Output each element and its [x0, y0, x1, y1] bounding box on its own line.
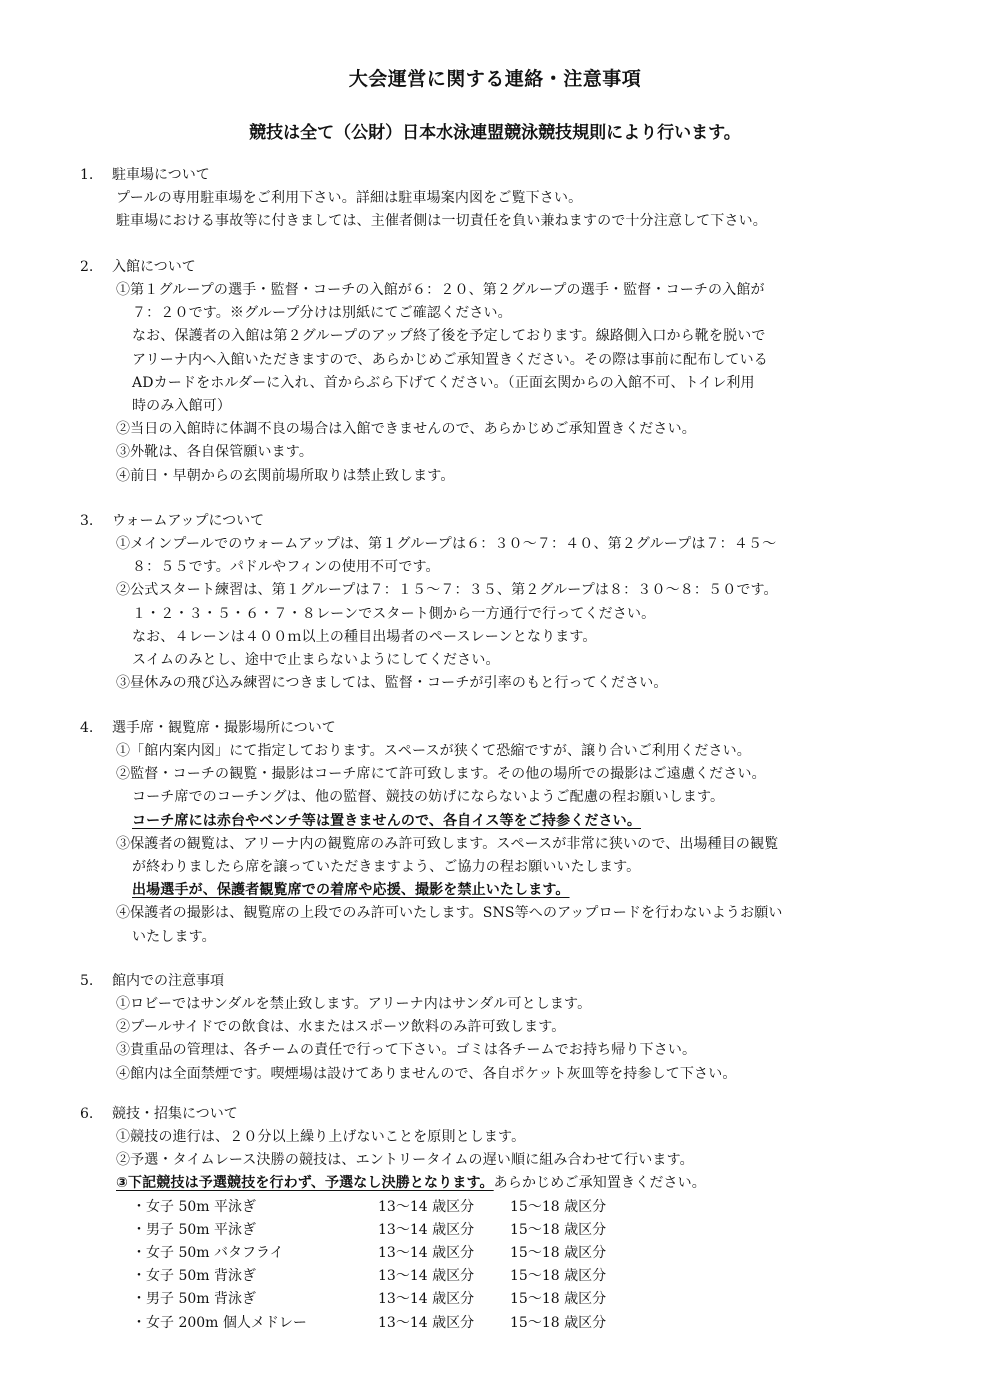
section-heading	[80, 256, 930, 279]
section-heading	[80, 970, 930, 993]
event-division: 13～14 歳区分	[378, 1268, 475, 1285]
section-heading	[80, 164, 930, 187]
section-line: ②監督・コーチの観覧・撮影はコーチ席にて許可致します。その他の場所での撮影はご遠慮ください。	[116, 766, 766, 783]
event-name: ・女子 50m 背泳ぎ	[132, 1268, 256, 1285]
section-line: ④保護者の撮影は、観覧席の上段でのみ許可いたします。SNS等へのアップロードを行わないようお願い	[116, 905, 783, 922]
note-text: あらかじめご承知置きください。	[493, 1175, 706, 1192]
event-division: 13～14 歳区分	[378, 1221, 475, 1238]
event-division: 15～18 歳区分	[510, 1268, 607, 1285]
section-line: アリーナ内へ入館いただきますので、あらかじめご承知置きください。その際は事前に配布している	[132, 351, 768, 368]
emphasis-text: 出場選手が、保護者観覧席での着席や応援、撮影を禁止いたします。	[132, 882, 570, 899]
page-subtitle: 競技は全て（公財）日本水泳連盟競泳競技規則により行います。	[249, 123, 741, 143]
section-number: 3.	[80, 513, 94, 529]
section-line: ①「館内案内図」にて指定しております。スペースが狭くて恐縮ですが、譲り合いご利用ください。	[116, 743, 751, 759]
event-division: 13～14 歳区分	[378, 1291, 475, 1308]
section-line: ②プールサイドでの飲食は、水またはスポーツ飲料のみ許可致します。	[116, 1019, 566, 1036]
section-line: ④館内は全面禁煙です。喫煙場は設けてありませんので、各自ポケット灰皿等を持参して下さい。	[116, 1065, 737, 1082]
section-line: ８：５５です。パドルやフィンの使用不可です。	[132, 559, 440, 576]
section-line: ７：２０です。※グループ分けは別紙にてご確認ください。	[132, 305, 512, 322]
event-name: ・女子 50m バタフライ	[132, 1244, 284, 1261]
section-seating	[80, 717, 930, 949]
section-line: ③昼休みの飛び込み練習につきましては、監督・コーチが引率のもと行ってください。	[116, 675, 668, 692]
section-line: なお、４レーンは４００ｍ以上の種目出場者のペースレーンとなります。	[132, 628, 597, 645]
event-division: 15～18 歳区分	[510, 1221, 607, 1238]
section-line: コーチ席でのコーチングは、他の監督、競技の妨げにならないようご配慮の程お願いします。	[132, 789, 725, 806]
section-line	[80, 810, 930, 833]
section-line: ①ロビーではサンダルを禁止致します。アリーナ内はサンダル可とします。	[116, 996, 592, 1012]
event-division: 15～18 歳区分	[510, 1244, 607, 1261]
section-line: ③保護者の観覧は、アリーナ内の観覧席のみ許可致します。スペースが非常に狭いので、出場種目の観覧	[116, 835, 779, 852]
event-division: 13～14 歳区分	[378, 1244, 475, 1261]
section-title: 選手席・観覧席・撮影場所について	[112, 720, 336, 736]
section-line: ②当日の入館時に体調不良の場合は入館できませんので、あらかじめご承知置きください。	[116, 421, 696, 438]
section-competition	[80, 1103, 930, 1335]
section-heading	[80, 510, 930, 533]
section-line: ADカードをホルダーに入れ、首からぶら下げてください。（正面玄関からの入館不可、トイレ利用	[132, 374, 755, 391]
section-entry	[80, 256, 930, 488]
event-row	[80, 1242, 930, 1265]
event-name: ・男子 50m 平泳ぎ	[132, 1221, 256, 1238]
section-number: 4.	[80, 720, 94, 736]
section-line: ①メインプールでのウォームアップは、第１グループは６：３０～７：４０、第２グループは７：４５～	[116, 536, 777, 552]
section-number: 2.	[80, 259, 94, 275]
event-name: ・女子 200m 個人メドレー	[132, 1314, 307, 1331]
section-line: ③外靴は、各自保管願います。	[116, 444, 313, 461]
section-line: ①競技の進行は、２０分以上繰り上げないことを原則とします。	[116, 1129, 526, 1145]
event-division: 15～18 歳区分	[510, 1198, 607, 1215]
event-division: 15～18 歳区分	[510, 1314, 607, 1331]
emphasis-text: コーチ席には赤台やベンチ等は置きませんので、各自イス等をご持参ください。	[132, 812, 641, 829]
section-line: 時のみ入館可）	[132, 397, 232, 414]
section-title: 館内での注意事項	[112, 973, 224, 989]
section-number: 5.	[80, 973, 94, 989]
event-name: ・女子 50m 平泳ぎ	[132, 1198, 256, 1215]
section-line: ①第１グループの選手・監督・コーチの入館が６：２０、第２グループの選手・監督・コーチの入館が	[116, 282, 765, 298]
page-title: 大会運営に関する連絡・注意事項	[348, 68, 642, 90]
section-line: ②公式スタート練習は、第１グループは７：１５～７：３５、第２グループは８：３０～８：５０です。	[116, 582, 778, 599]
section-line	[80, 1172, 930, 1195]
section-title: 競技・招集について	[112, 1106, 238, 1122]
event-name: ・男子 50m 背泳ぎ	[132, 1291, 256, 1308]
section-line: ③貴重品の管理は、各チームの責任で行って下さい。ゴミは各チームでお持ち帰り下さい。	[116, 1042, 697, 1059]
section-line: ②予選・タイムレース決勝の競技は、エントリータイムの遅い順に組み合わせて行います。	[116, 1152, 694, 1169]
section-line: １・２・３・５・６・７・８レーンでスタート側から一方通行で行ってください。	[132, 605, 656, 622]
event-division: 15～18 歳区分	[510, 1291, 607, 1308]
event-division: 13～14 歳区分	[378, 1314, 475, 1331]
section-line: いたします。	[132, 928, 216, 945]
section-warmup	[80, 510, 930, 695]
section-title: 入館について	[112, 259, 196, 275]
section-number: 6.	[80, 1106, 94, 1122]
section-heading	[80, 1103, 930, 1126]
section-line: スイムのみとし、途中で止まらないようにしてください。	[132, 651, 500, 668]
section-line: 駐車場における事故等に付きましては、主催者側は一切責任を負い兼ねますので十分注意して下さい。	[116, 213, 767, 230]
event-row	[80, 1219, 930, 1242]
section-facility	[80, 970, 930, 1086]
section-line: プールの専用駐車場をご利用下さい。詳細は駐車場案内図をご覧下さい。	[116, 190, 583, 206]
event-row	[80, 1288, 930, 1311]
section-parking	[80, 164, 930, 233]
section-line	[80, 879, 930, 902]
event-row	[80, 1196, 930, 1219]
event-row	[80, 1312, 930, 1335]
event-division: 13～14 歳区分	[378, 1198, 475, 1215]
section-line: なお、保護者の入館は第２グループのアップ終了後を予定しております。線路側入口から靴を脱いで	[132, 328, 766, 345]
section-title: ウォームアップについて	[112, 513, 265, 529]
emphasis-text: ③下記競技は予選競技を行わず、予選なし決勝となります。	[116, 1175, 494, 1192]
section-line: ④前日・早朝からの玄関前場所取りは禁止致します。	[116, 467, 455, 484]
section-number: 1.	[80, 167, 94, 183]
section-heading	[80, 717, 930, 740]
section-line: が終わりましたら席を譲っていただきますよう、ご協力の程お願いいたします。	[132, 858, 641, 875]
event-row	[80, 1265, 930, 1288]
section-title: 駐車場について	[112, 167, 210, 183]
